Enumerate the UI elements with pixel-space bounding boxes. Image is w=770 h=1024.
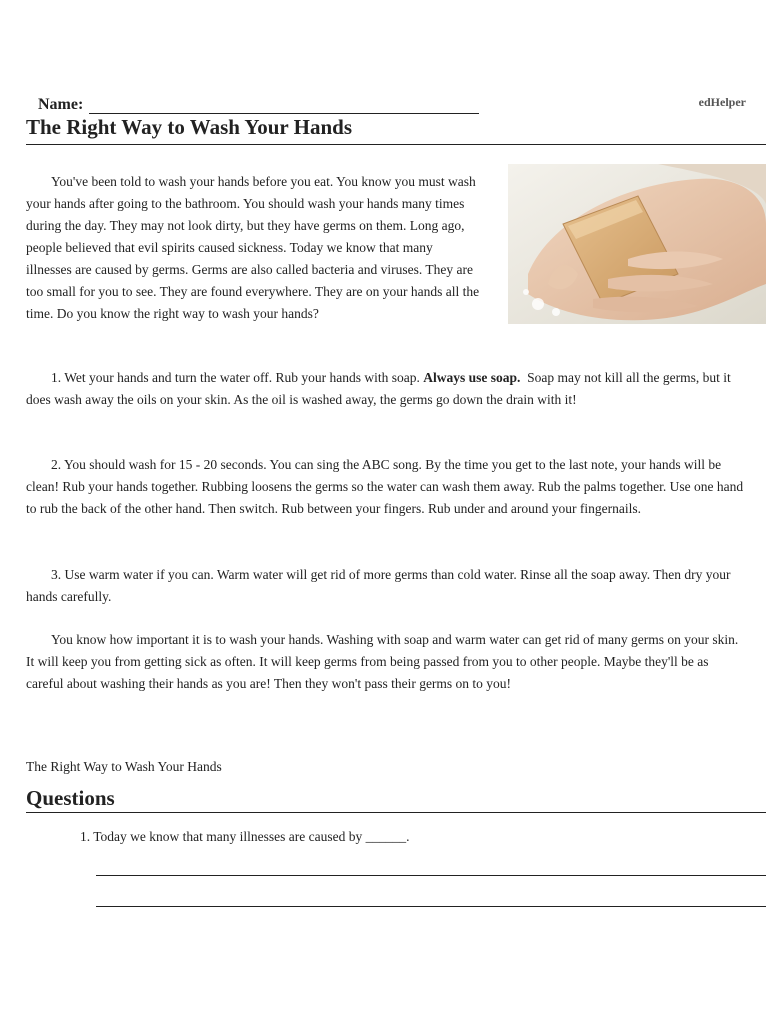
answer-line-2[interactable] xyxy=(96,906,766,907)
hands-with-soap-photo xyxy=(508,164,766,324)
questions-heading: Questions xyxy=(26,785,766,813)
step-1-text-end: Soap may not kill all the germs, but it does wash away the oils on your skin. As the oil is washed away, the germs go down the drain with it! xyxy=(26,370,731,407)
name-field-row xyxy=(38,96,479,114)
name-input-line[interactable] xyxy=(89,99,479,114)
step-1-paragraph xyxy=(26,367,746,411)
conclusion-paragraph: You know how important it is to wash your hands. Washing with soap and warm water can get rid of many germs on your skin. It will keep you from getting sick as often. It will keep germs from being passed from you to other people. Maybe they'll be as careful about washing their hands as you are! Then they won't pass their germs on to you! xyxy=(26,632,739,691)
section-title: The Right Way to Wash Your Hands xyxy=(26,759,222,774)
intro-paragraph: You've been told to wash your hands before you eat. You know you must wash your hands after going to the bathroom. You should wash your hands many times during the day. They may not look dirty, but they have germs on them. Long ago, people believed that evil spirits caused sickness. Today we know that many illnesses are caused by germs. Germs are also called bacteria and viruses. They are too small for you to see. They are found everywhere. They are on your hands all the time. Do you know the right way to wash your hands? xyxy=(26,174,480,321)
step-2-paragraph: 2. You should wash for 15 - 20 seconds. You can sing the ABC song. By the time you get to the last note, your hands will be clean! Rub your hands together. Rubbing loosens the germs so the water can wash them away. Rub the palms together. Use one hand to rub the back of the other hand. Then switch. Rub between your fingers. Rub under and around your fingernails. xyxy=(26,457,744,516)
step-3-paragraph: 3. Use warm water if you can. Warm water will get rid of more germs than cold water. Rinse all the soap away. Then dry your hands carefully. xyxy=(26,567,731,604)
answer-line-1[interactable] xyxy=(96,875,766,876)
page-title: The Right Way to Wash Your Hands xyxy=(26,114,766,145)
brand-label: edHelper xyxy=(698,95,746,109)
name-label: Name: xyxy=(38,96,84,113)
question-1: 1. Today we know that many illnesses are caused by ______. xyxy=(80,829,410,844)
step-1-emphasis: Always use soap. xyxy=(423,370,521,385)
step-1-text-start: 1. Wet your hands and turn the water off. Rub your hands with soap. xyxy=(51,370,420,385)
